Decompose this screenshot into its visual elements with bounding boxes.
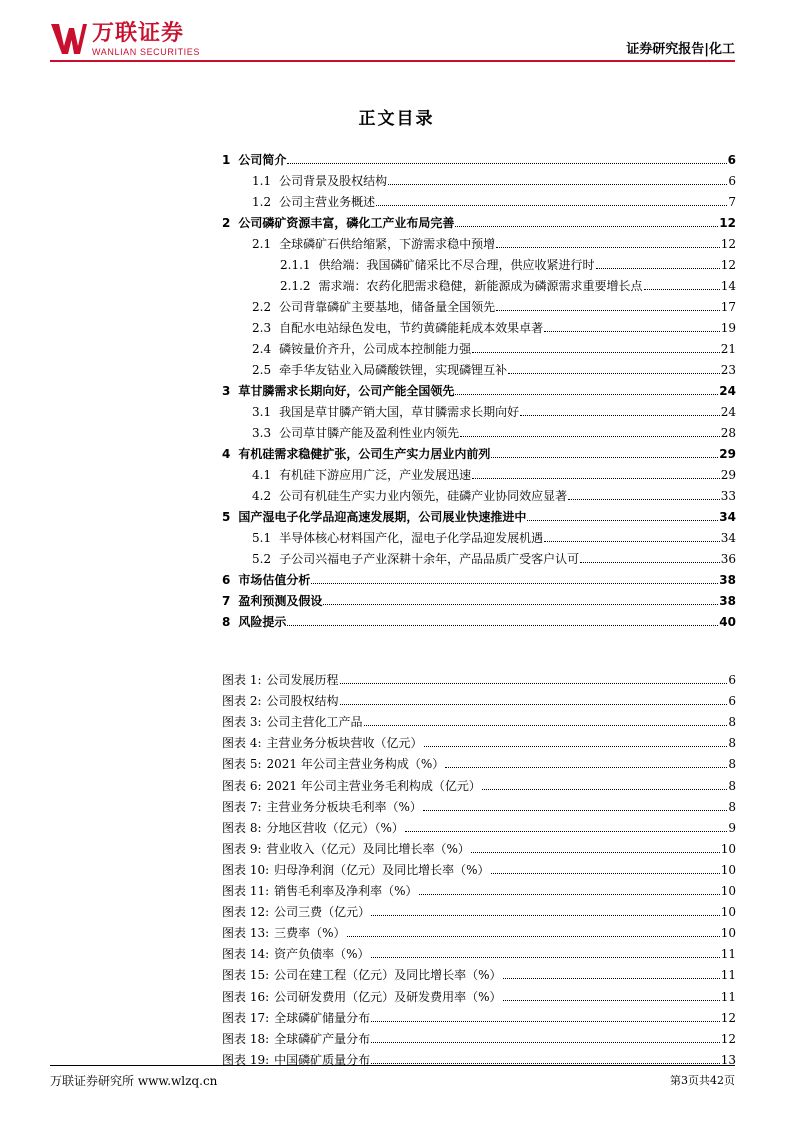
figure-entry-title: 2021 年公司主营业务毛利构成（亿元） <box>266 778 481 793</box>
toc-entry[interactable] <box>222 524 736 545</box>
figure-entry-label: 图表 14: <box>222 947 270 962</box>
toc-entry-number: 5 <box>222 510 231 524</box>
toc-dot-leader <box>527 520 718 521</box>
figure-entry[interactable] <box>222 1046 736 1067</box>
toc-dot-leader <box>644 289 720 290</box>
toc-entry-title: 半导体核心材料国产化，湿电子化学品迎发展机遇 <box>279 531 544 545</box>
toc-entry-number: 2 <box>222 216 231 230</box>
toc-dot-leader <box>472 478 720 479</box>
toc-dot-leader <box>568 499 720 500</box>
figure-entry[interactable] <box>222 708 736 729</box>
toc-dot-leader <box>460 436 720 437</box>
figure-entry-title: 资产负债率（%） <box>274 947 370 962</box>
toc-entry[interactable] <box>222 503 736 524</box>
toc-entry-number: 2.2 <box>252 300 272 314</box>
toc-entry-number: 2.1.1 <box>280 258 311 272</box>
figure-entry-title: 主营业务分板块营收（亿元） <box>266 736 423 751</box>
figure-entry[interactable] <box>222 835 736 856</box>
toc-entry-page: 24 <box>720 405 736 419</box>
toc-entry-number: 5.2 <box>252 552 272 566</box>
toc-entry-number: 4.1 <box>252 468 272 482</box>
figure-entry-title: 营业收入（亿元）及同比增长率（%） <box>266 841 470 856</box>
toc-entry[interactable] <box>222 398 736 419</box>
figure-entry-title: 全球磷矿产量分布 <box>274 1031 371 1046</box>
toc-entry-number: 6 <box>222 573 231 587</box>
toc-entry-page: 36 <box>720 552 736 566</box>
figure-dot-leader <box>371 1063 720 1064</box>
toc-dot-leader <box>455 226 718 227</box>
figure-dot-leader <box>347 936 720 937</box>
toc-entry[interactable] <box>222 167 736 188</box>
figure-entry-page: 8 <box>728 715 736 730</box>
toc-entry[interactable] <box>222 272 736 293</box>
toc-entry[interactable] <box>222 608 736 629</box>
toc-entry-title: 国产湿电子化学品迎高速发展期，公司展业快速推进中 <box>238 510 527 524</box>
figure-entry-title: 公司在建工程（亿元）及同比增长率（%） <box>274 968 502 983</box>
toc-entry-title: 自配水电站绿色发电，节约黄磷能耗成本效果卓著 <box>279 321 544 335</box>
figure-entry-title: 销售毛利率及净利率（%） <box>274 884 418 899</box>
toc-dot-leader <box>323 604 718 605</box>
toc-entry-number: 2.1 <box>252 237 272 251</box>
toc-entry-page: 34 <box>719 510 736 524</box>
toc-entry-title: 公司磷矿资源丰富，磷化工产业布局完善 <box>238 216 455 230</box>
toc-dot-leader <box>287 625 718 626</box>
figure-dot-leader <box>503 978 720 979</box>
figure-entry[interactable] <box>222 814 736 835</box>
figure-dot-leader <box>340 683 728 684</box>
figure-entry-title: 全球磷矿储量分布 <box>274 1010 371 1025</box>
toc-entry-title: 磷铵量价齐升，公司成本控制能力强 <box>279 342 472 356</box>
figure-entry[interactable] <box>222 856 736 877</box>
figure-entry-label: 图表 13: <box>222 926 270 941</box>
figure-dot-leader <box>371 1021 720 1022</box>
toc-entry[interactable] <box>222 230 736 251</box>
figure-entry-page: 8 <box>728 757 736 772</box>
figure-entry-title: 公司发展历程 <box>266 673 339 688</box>
figure-entry-label: 图表 19: <box>222 1052 270 1067</box>
toc-entry[interactable] <box>222 419 736 440</box>
toc-entry-number: 2.4 <box>252 342 272 356</box>
wanlian-w-logo-icon <box>50 22 88 56</box>
figure-dot-leader <box>405 831 727 832</box>
toc-entry-page: 12 <box>720 258 736 272</box>
toc-entry[interactable] <box>222 188 736 209</box>
toc-entry-page: 33 <box>720 489 736 503</box>
brand-name-en: WANLIAN SECURITIES <box>92 47 200 57</box>
footer-page-number: 第3页共42页 <box>670 1074 735 1087</box>
figure-entry-page: 12 <box>720 1031 736 1046</box>
figure-entry-title: 分地区营收（亿元）（%） <box>266 820 404 835</box>
toc-entry-number: 1 <box>222 153 231 167</box>
figure-entry[interactable] <box>222 1025 736 1046</box>
toc-entry[interactable] <box>222 587 736 608</box>
figure-entry[interactable] <box>222 729 736 750</box>
figure-entry-label: 图表 16: <box>222 989 270 1004</box>
figure-entry-page: 6 <box>728 694 736 709</box>
figure-entry[interactable] <box>222 919 736 940</box>
toc-entry-title: 供给端：我国磷矿储采比不尽合理，供应收紧进行时 <box>318 258 595 272</box>
figure-entry-page: 10 <box>720 884 736 899</box>
toc-entry-page: 34 <box>720 531 736 545</box>
toc-entry[interactable] <box>222 146 736 167</box>
toc-entry[interactable] <box>222 293 736 314</box>
toc-entry-number: 4.2 <box>252 489 272 503</box>
figure-entry-label: 图表 5: <box>222 757 262 772</box>
figure-entry-title: 主营业务分板块毛利率（%） <box>266 799 422 814</box>
figure-entry-title: 公司主营化工产品 <box>266 715 363 730</box>
toc-entry-title: 子公司兴福电子产业深耕十余年，产品品质广受客户认可 <box>279 552 580 566</box>
toc-entry-page: 28 <box>720 426 736 440</box>
toc-entry[interactable] <box>222 566 736 587</box>
figure-entry-page: 11 <box>720 947 736 962</box>
footer-publisher: 万联证券研究所 www.wlzq.cn <box>50 1074 218 1088</box>
figure-entry-page: 8 <box>728 799 736 814</box>
toc-dot-leader <box>311 583 718 584</box>
figure-entry-label: 图表 2: <box>222 694 262 709</box>
figure-entry-page: 6 <box>728 673 736 688</box>
toc-entry[interactable] <box>222 335 736 356</box>
figure-entry-title: 三费率（%） <box>274 926 346 941</box>
toc-entry-page: 40 <box>719 615 736 629</box>
figure-entry[interactable] <box>222 771 736 792</box>
figure-entry-label: 图表 15: <box>222 968 270 983</box>
toc-entry-page: 7 <box>728 195 736 209</box>
toc-entry[interactable] <box>222 209 736 230</box>
toc-entry[interactable] <box>222 314 736 335</box>
figure-dot-leader <box>424 746 728 747</box>
figure-entry-title: 公司研发费用（亿元）及研发费用率（%） <box>274 989 502 1004</box>
toc-entry[interactable] <box>222 377 736 398</box>
toc-entry-title: 公司背靠磷矿主要基地，储备量全国领先 <box>279 300 496 314</box>
figure-entry[interactable] <box>222 666 736 687</box>
figure-entry-page: 10 <box>720 926 736 941</box>
figure-entry-title: 归母净利润（亿元）及同比增长率（%） <box>274 862 490 877</box>
figure-dot-leader <box>482 789 728 790</box>
report-type-label: 证券研究报告|化工 <box>626 42 735 57</box>
toc-dot-leader <box>580 562 720 563</box>
toc-entry-page: 6 <box>727 153 736 167</box>
toc-entry-page: 21 <box>720 342 736 356</box>
figure-entry-page: 12 <box>720 1010 736 1025</box>
wanlian-logo <box>50 22 200 58</box>
figure-dot-leader <box>371 915 720 916</box>
figure-entry-page: 10 <box>720 905 736 920</box>
toc-entry-title: 有机硅下游应用广泛，产业发展迅速 <box>279 468 472 482</box>
toc-entry-number: 7 <box>222 594 231 608</box>
figure-entry[interactable] <box>222 793 736 814</box>
figure-entry-page: 11 <box>720 989 736 1004</box>
toc-entry-title: 我国是草甘膦产销大国，草甘膦需求长期向好 <box>279 405 520 419</box>
figure-entry-label: 图表 17: <box>222 1010 270 1025</box>
toc-dot-leader <box>544 541 720 542</box>
figure-entry-label: 图表 11: <box>222 884 270 899</box>
toc-dot-leader <box>491 457 718 458</box>
figure-entry-label: 图表 12: <box>222 905 270 920</box>
toc-entry-title: 公司主营业务概述 <box>279 195 376 209</box>
toc-dot-leader <box>596 268 720 269</box>
toc-entry-title: 有机硅需求稳健扩张，公司生产实力居业内前列 <box>238 447 491 461</box>
toc-entry-number: 8 <box>222 615 231 629</box>
figure-dot-leader <box>364 725 728 726</box>
figure-entry-title: 2021 年公司主营业务构成（%） <box>266 757 445 772</box>
toc-entry-page: 12 <box>719 216 736 230</box>
toc-entry[interactable] <box>222 461 736 482</box>
figure-entry-label: 图表 3: <box>222 715 262 730</box>
toc-entry-number: 2.1.2 <box>280 279 311 293</box>
toc-entry-page: 38 <box>719 573 736 587</box>
toc-entry-page: 6 <box>728 174 736 188</box>
toc-entry-number: 3.3 <box>252 426 272 440</box>
toc-dot-leader <box>376 205 727 206</box>
figure-entry-title: 公司三费（亿元） <box>274 905 371 920</box>
figure-entry-page: 9 <box>728 820 736 835</box>
figure-dot-leader <box>503 1000 720 1001</box>
toc-entry-title: 公司简介 <box>238 153 287 167</box>
figure-entry-label: 图表 7: <box>222 799 262 814</box>
figure-entry-label: 图表 8: <box>222 820 262 835</box>
toc-entry[interactable] <box>222 545 736 566</box>
figure-entry-label: 图表 18: <box>222 1031 270 1046</box>
toc-entry-title: 公司背景及股权结构 <box>279 174 388 188</box>
toc-dot-leader <box>544 331 720 332</box>
figure-entry-page: 8 <box>728 778 736 793</box>
toc-entry[interactable] <box>222 482 736 503</box>
toc-entry-title: 风险提示 <box>238 615 287 629</box>
figure-entry[interactable] <box>222 898 736 919</box>
figure-dot-leader <box>340 704 728 705</box>
figure-entry-label: 图表 4: <box>222 736 262 751</box>
toc-entry[interactable] <box>222 440 736 461</box>
figure-entry[interactable] <box>222 1004 736 1025</box>
figure-entry-page: 10 <box>720 841 736 856</box>
toc-dot-leader <box>508 373 720 374</box>
toc-entry-page: 24 <box>719 384 736 398</box>
figure-dot-leader <box>491 873 720 874</box>
toc-entry-number: 5.1 <box>252 531 272 545</box>
figure-entry[interactable] <box>222 750 736 771</box>
toc-entry-page: 29 <box>719 447 736 461</box>
figure-entry[interactable] <box>222 940 736 961</box>
toc-dot-leader <box>496 247 720 248</box>
figure-list <box>222 666 736 1067</box>
toc-entry-number: 2.3 <box>252 321 272 335</box>
figure-entry-title: 公司股权结构 <box>266 694 339 709</box>
figure-entry-page: 13 <box>720 1052 736 1067</box>
header-divider <box>50 60 735 62</box>
page-title: 正文目录 <box>358 109 435 129</box>
toc-entry[interactable] <box>222 251 736 272</box>
figure-entry-page: 10 <box>720 862 736 877</box>
toc-entry-title: 草甘膦需求长期向好，公司产能全国领先 <box>238 384 455 398</box>
footer-divider <box>50 1065 735 1066</box>
toc-entry-number: 1.1 <box>252 174 272 188</box>
toc-entry-title: 全球磷矿石供给缩紧，下游需求稳中预增 <box>279 237 496 251</box>
toc-entry-number: 2.5 <box>252 363 272 377</box>
toc-entry-page: 23 <box>720 363 736 377</box>
figure-entry-label: 图表 9: <box>222 841 262 856</box>
figure-entry[interactable] <box>222 687 736 708</box>
brand-name-cn: 万联证券 <box>92 21 185 46</box>
toc-entry-number: 1.2 <box>252 195 272 209</box>
toc-dot-leader <box>287 163 726 164</box>
toc-dot-leader <box>496 310 720 311</box>
toc-entry-number: 3 <box>222 384 231 398</box>
figure-dot-leader <box>371 957 720 958</box>
toc-entry-page: 19 <box>720 321 736 335</box>
toc-entry-page: 17 <box>720 300 736 314</box>
figure-entry[interactable] <box>222 982 736 1003</box>
figure-entry-page: 8 <box>728 736 736 751</box>
toc-entry-title: 牵手华友钴业入局磷酸铁锂，实现磷锂互补 <box>279 363 508 377</box>
toc-entry-number: 3.1 <box>252 405 272 419</box>
toc-dot-leader <box>388 184 727 185</box>
figure-entry[interactable] <box>222 961 736 982</box>
figure-dot-leader <box>423 810 727 811</box>
toc-dot-leader <box>472 352 720 353</box>
toc-entry-title: 市场估值分析 <box>238 573 311 587</box>
figure-dot-leader <box>445 767 727 768</box>
figure-dot-leader <box>471 852 720 853</box>
figure-entry-page: 11 <box>720 968 736 983</box>
toc-dot-leader <box>455 394 718 395</box>
toc-entry-number: 4 <box>222 447 231 461</box>
toc-entry[interactable] <box>222 356 736 377</box>
toc-entry-page: 12 <box>720 237 736 251</box>
toc-entry-title: 盈利预测及假设 <box>238 594 323 608</box>
table-of-contents <box>222 146 736 629</box>
figure-entry-title: 中国磷矿质量分布 <box>274 1052 371 1067</box>
toc-entry-title: 公司有机硅生产实力业内领先，硅磷产业协同效应显著 <box>279 489 568 503</box>
figure-dot-leader <box>371 1042 720 1043</box>
figure-entry-label: 图表 6: <box>222 778 262 793</box>
toc-entry-title: 公司草甘膦产能及盈利性业内领先 <box>279 426 460 440</box>
toc-entry-page: 38 <box>719 594 736 608</box>
toc-entry-page: 29 <box>720 468 736 482</box>
toc-entry-page: 14 <box>720 279 736 293</box>
figure-dot-leader <box>419 894 720 895</box>
figure-entry-label: 图表 1: <box>222 673 262 688</box>
toc-dot-leader <box>520 415 720 416</box>
figure-entry[interactable] <box>222 877 736 898</box>
toc-entry-title: 需求端：农药化肥需求稳健，新能源成为磷源需求重要增长点 <box>318 279 643 293</box>
figure-entry-label: 图表 10: <box>222 862 270 877</box>
